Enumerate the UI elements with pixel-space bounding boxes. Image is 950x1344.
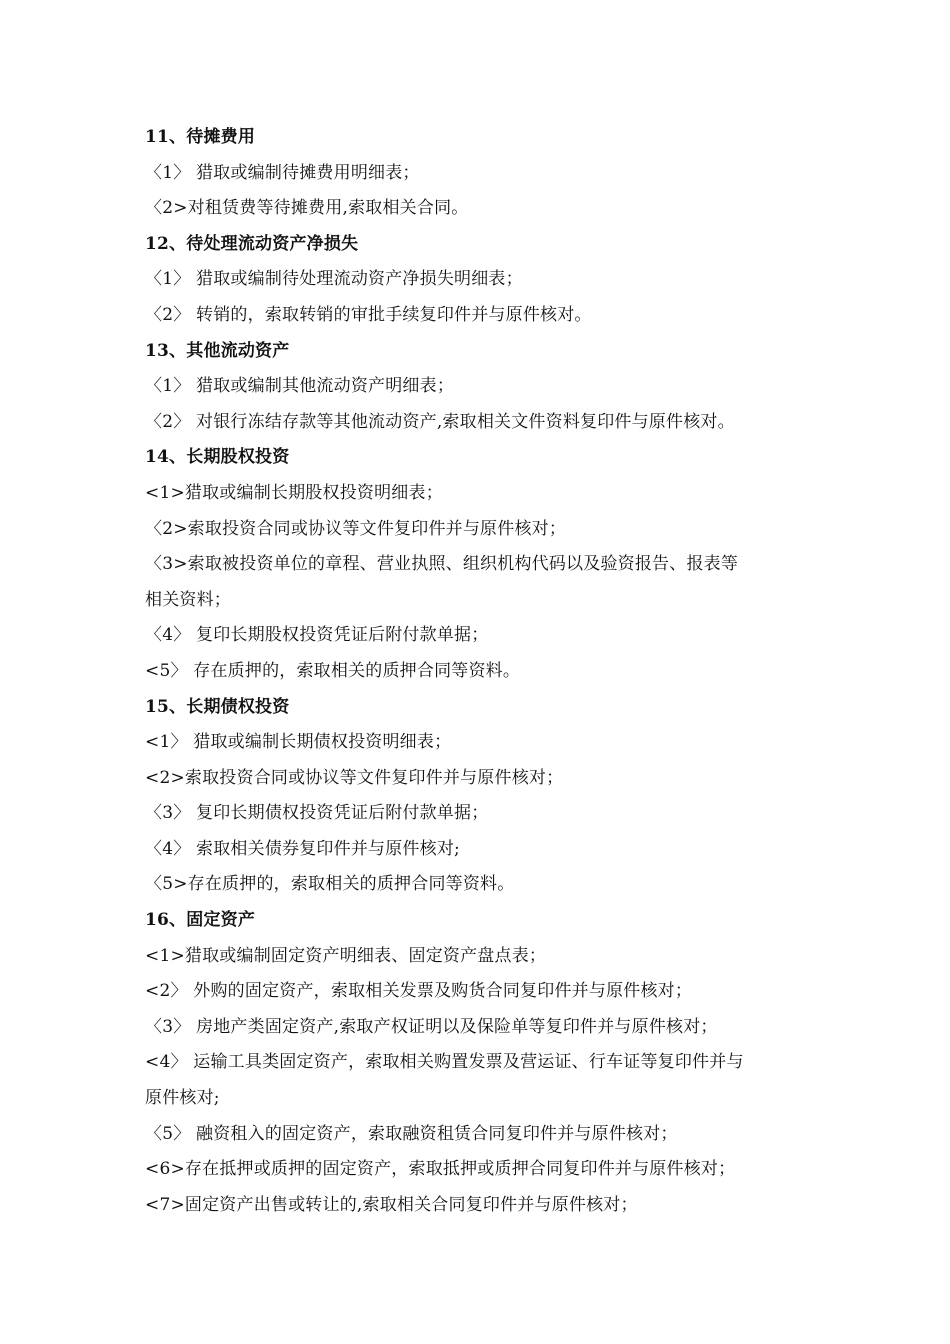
list-item: 〈3〉 房地产类固定资产,索取产权证明以及保险单等复印件并与原件核对；: [145, 1016, 718, 1037]
list-item: 〈5〉 融资租入的固定资产，索取融资租赁合同复印件并与原件核对；: [145, 1123, 678, 1144]
document-page: [145, 120, 825, 1223]
list-item: <4〉 运输工具类固定资产，索取相关购置发票及营运证、行车证等复印件并与: [145, 1052, 744, 1073]
list-item: 〈2〉 对银行冻结存款等其他流动资产,索取相关文件资料复印件与原件核对。: [145, 411, 735, 432]
list-item: 〈2〉 转销的，索取转销的审批手续复印件并与原件核对。: [145, 304, 592, 325]
list-item: <5〉 存在质押的，索取相关的质押合同等资料。: [145, 660, 521, 681]
section-heading: 13、其他流动资产: [145, 340, 290, 361]
list-item: <1〉 猎取或编制长期债权投资明细表；: [145, 732, 452, 753]
list-item: <1>猎取或编制长期股权投资明细表；: [145, 482, 443, 503]
list-item: 〈3>索取被投资单位的章程、营业执照、组织机构代码以及验资报告、报表等: [145, 554, 739, 575]
section-heading: 15、长期债权投资: [145, 696, 290, 717]
list-item: 〈2>对租赁费等待摊费用,索取相关合同。: [145, 198, 469, 219]
list-item: 〈2>索取投资合同或协议等文件复印件并与原件核对；: [145, 518, 567, 539]
list-item: 〈3〉 复印长期债权投资凭证后附付款单据；: [145, 803, 489, 824]
list-item: <2>索取投资合同或协议等文件复印件并与原件核对；: [145, 767, 564, 788]
list-item: 〈4〉 复印长期股权投资凭证后附付款单据；: [145, 625, 489, 646]
list-item-continuation: 原件核对;: [145, 1088, 220, 1109]
section-heading: 11、待摊费用: [145, 127, 256, 147]
list-item: 〈4〉 索取相关债券复印件并与原件核对;: [145, 838, 460, 859]
list-item: <6>存在抵押或质押的固定资产，索取抵押或质押合同复印件并与原件核对；: [145, 1159, 736, 1180]
list-item: <2〉 外购的固定资产，索取相关发票及购货合同复印件并与原件核对；: [145, 981, 693, 1002]
list-item: <7>固定资产出售或转让的,索取相关合同复印件并与原件核对；: [145, 1194, 638, 1215]
list-item: 〈5>存在质押的，索取相关的质押合同等资料。: [145, 874, 515, 895]
section-heading: 16、固定资产: [145, 910, 256, 931]
list-item: 〈1〉 猎取或编制待摊费用明细表；: [145, 162, 420, 183]
list-item: <1>猎取或编制固定资产明细表、固定资产盘点表；: [145, 945, 547, 966]
list-item: 〈1〉 猎取或编制待处理流动资产净损失明细表；: [145, 269, 523, 290]
section-heading: 14、长期股权投资: [145, 447, 290, 468]
list-item: 〈1〉 猎取或编制其他流动资产明细表；: [145, 376, 455, 397]
section-heading: 12、待处理流动资产净损失: [145, 233, 359, 254]
list-item-continuation: 相关资料；: [145, 589, 231, 610]
